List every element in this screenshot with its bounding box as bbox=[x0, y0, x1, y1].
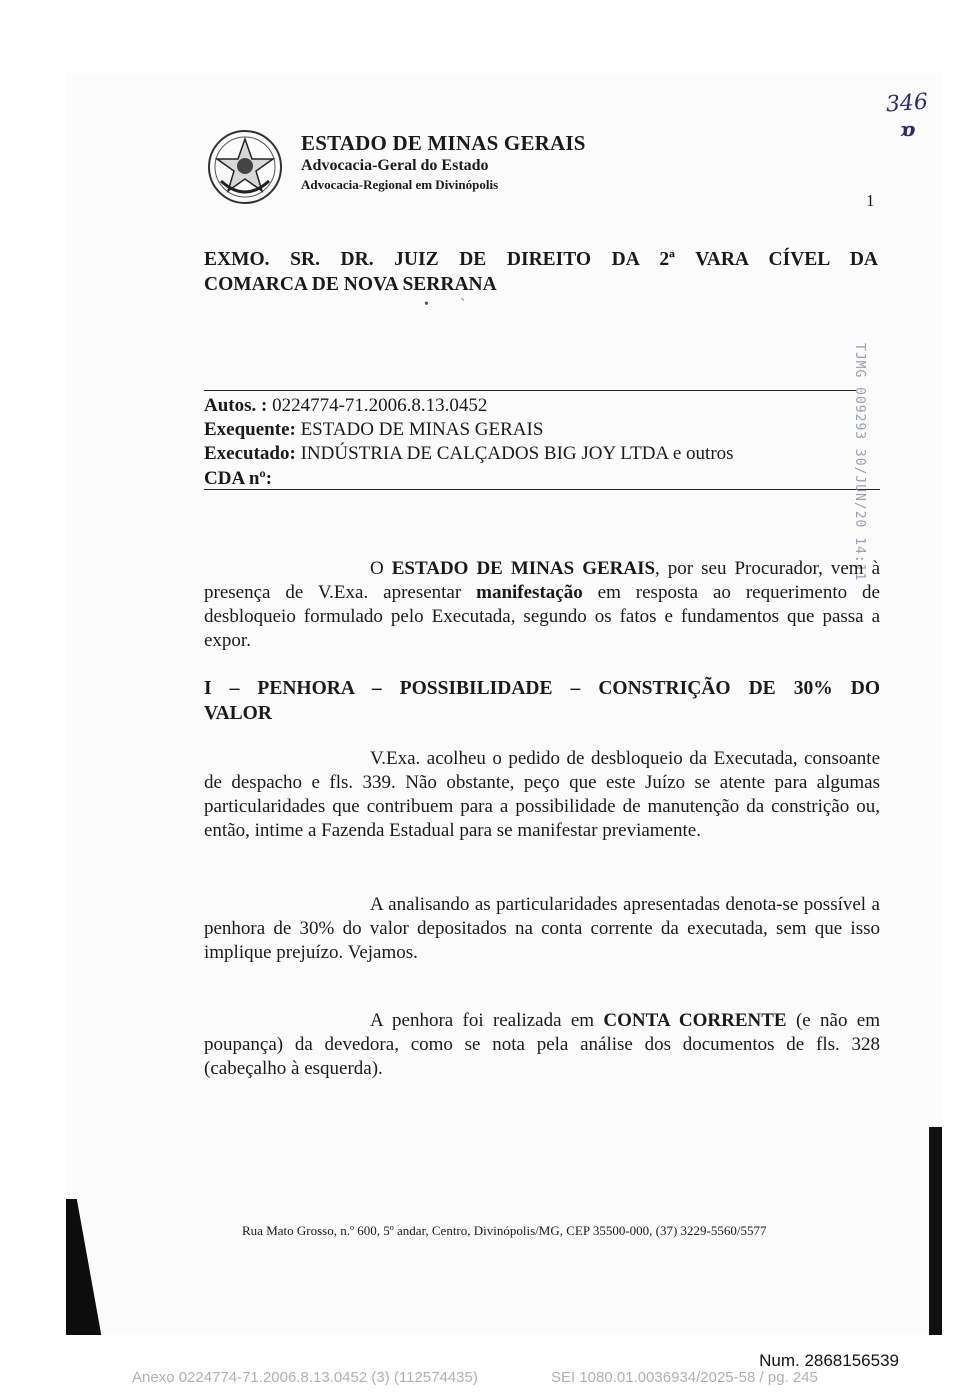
paragraph-4: A penhora foi realizada em CONTA CORRENTE (e não em poupança) da devedora, como se nota pela análise dos documentos de fls. 328 (cabeçalho à esquerda). bbox=[204, 1010, 881, 1079]
document-num: Num. 2868156539 bbox=[759, 1351, 899, 1370]
scan-edge-right bbox=[929, 1127, 942, 1335]
section-heading-line-2: VALOR bbox=[204, 703, 272, 724]
cda-line bbox=[204, 468, 272, 490]
case-rule-top bbox=[204, 390, 856, 391]
header-title: ESTADO DE MINAS GERAIS bbox=[301, 131, 586, 155]
addressee-line-1: EXMO. SR. DR. JUIZ DE DIREITO DA 2ª VARA CÍVEL DA bbox=[204, 249, 878, 270]
scanned-page bbox=[66, 73, 942, 1335]
footer-address: Rua Mato Grosso, n.º 600, 5º andar, Centro, Divinópolis/MG, CEP 35500-000, (37) 3229-5560/5577 bbox=[242, 1223, 767, 1238]
sei-reference: SEI 1080.01.0036934/2025-58 / pg. 245 bbox=[551, 1369, 818, 1386]
conta-corrente: CONTA CORRENTE bbox=[603, 1010, 787, 1031]
state-seal-icon bbox=[207, 129, 283, 205]
paragraph-2: V.Exa. acolheu o pedido de desbloqueio da Executada, consoante de despacho e fls. 339. Não obstante, peço que este Juízo se atente para algumas particularidades que contribuem para a possibilidade de manutenção da constrição ou, então, intime a Fazenda Estadual para se manifestar previamente. bbox=[204, 748, 880, 841]
executado-line bbox=[204, 443, 734, 465]
exequente-value: ESTADO DE MINAS GERAIS bbox=[295, 419, 544, 440]
executado-label: Executado: bbox=[204, 443, 296, 464]
exequente-line bbox=[204, 419, 543, 441]
addressee-line-2: COMARCA DE NOVA SERRANA bbox=[204, 274, 497, 295]
case-rule-bottom bbox=[204, 489, 880, 490]
page-number: 1 bbox=[866, 191, 875, 210]
section-heading-line-1: I – PENHORA – POSSIBILIDADE – CONSTRIÇÃO DE 30% DO bbox=[204, 678, 880, 699]
handwritten-folio: 346 bbox=[885, 89, 929, 118]
cda-label: CDA nº: bbox=[204, 468, 273, 489]
intro-state-name: ESTADO DE MINAS GERAIS bbox=[391, 558, 656, 579]
anexo-reference: Anexo 0224774-71.2006.8.13.0452 (3) (112574435) bbox=[132, 1369, 478, 1386]
autos-line bbox=[204, 395, 487, 417]
scan-marks: • ` bbox=[424, 297, 466, 312]
paragraph-3: A analisando as particularidades apresentadas denota-se possível a penhora de 30% do valor depositados na conta corrente da executada, sem que isso implique prejuízo. Vejamos. bbox=[204, 894, 880, 963]
autos-label: Autos. : bbox=[204, 395, 268, 416]
executado-value: INDÚSTRIA DE CALÇADOS BIG JOY LTDA e outros bbox=[295, 443, 734, 464]
intro-manifestacao: manifestação bbox=[476, 582, 583, 603]
header-subtitle: Advocacia-Geral do Estado bbox=[301, 157, 489, 174]
exequente-label: Exequente: bbox=[204, 419, 296, 440]
header-regional: Advocacia-Regional em Divinópolis bbox=[301, 177, 499, 192]
scan-edge-left bbox=[66, 1199, 102, 1335]
intro-paragraph: O ESTADO DE MINAS GERAIS, por seu Procurador, vem à presença de V.Exa. apresentar manifestação em resposta ao requerimento de desbloqueio formulado pelo Executada, segundo os fatos e fundamentos que passa a expor. bbox=[204, 558, 880, 651]
autos-value: 0224774-71.2006.8.13.0452 bbox=[267, 395, 488, 416]
protocol-stamp: TJMG 009293 30/JUN/20 14:11 bbox=[852, 343, 867, 582]
handwritten-initials: ɒ bbox=[900, 117, 916, 141]
